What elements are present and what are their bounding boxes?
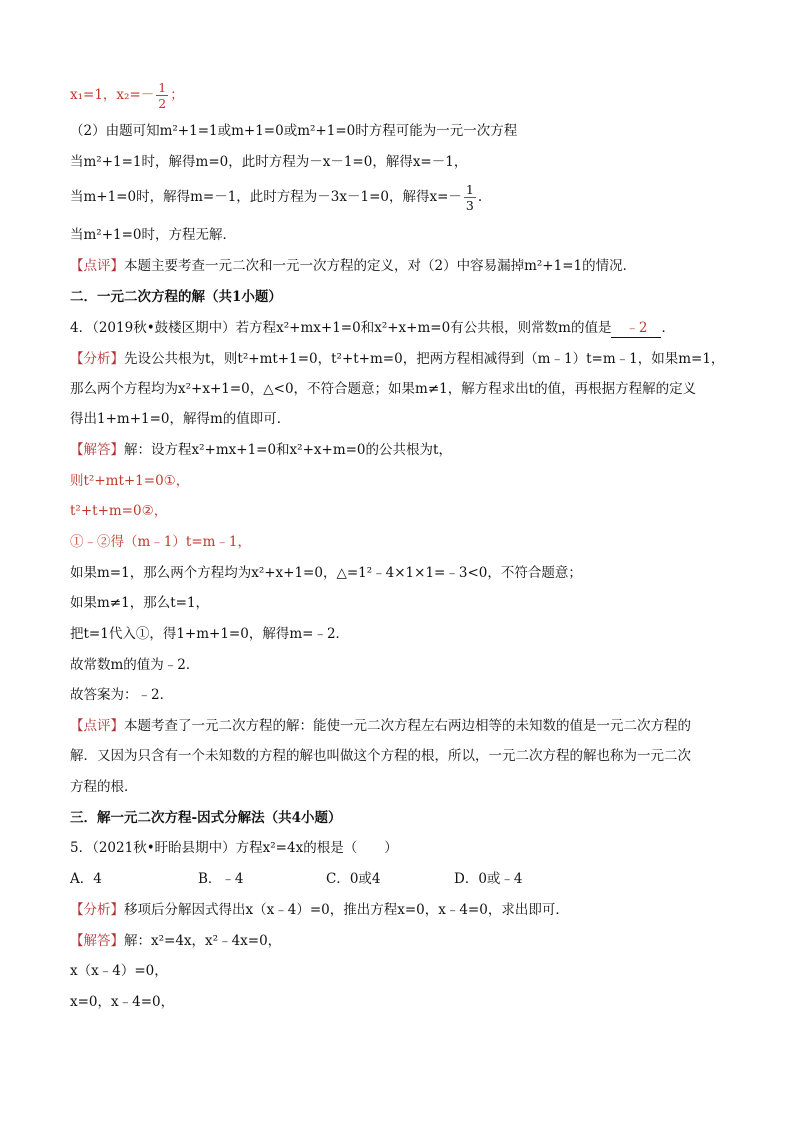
fraction-numerator: 1 xyxy=(158,80,167,95)
analysis-tag: 【分析】 xyxy=(70,351,124,367)
fraction-denominator: 2 xyxy=(158,96,167,111)
answer-tag: 【解答】 xyxy=(70,442,124,458)
q3-roots-fraction xyxy=(156,80,168,111)
q4-analysis-l1 xyxy=(70,350,724,368)
q4-stem xyxy=(70,319,675,338)
q3-case3: 当m²+1=0时，方程无解． xyxy=(70,227,237,243)
q4-answer-l4: ①﹣②得（m﹣1）t=m﹣1， xyxy=(70,534,252,550)
answer-text: 解：设方程x²+mx+1=0和x²+x+m=0的公共根为t， xyxy=(124,442,452,458)
q5-option-c: C．0或4 xyxy=(326,871,381,887)
q4-stem-tail: ． xyxy=(661,320,675,336)
q4-analysis-l3: 得出1+m+1=0，解得m的值即可． xyxy=(70,411,291,427)
q5-analysis xyxy=(70,901,569,919)
q5-option-d: D．0或﹣4 xyxy=(454,871,523,887)
q5-stem: 5．（2021秋•盱眙县期中）方程x²=4x的根是（ ） xyxy=(70,840,398,856)
q4-answer-l2: 则t²+mt+1=0①， xyxy=(70,473,190,489)
q5-option-a: A．4 xyxy=(70,871,102,887)
q4-answer-l3: t²+t+m=0②， xyxy=(70,503,168,519)
q4-answer-l6: 如果m≠1，那么t=1， xyxy=(70,595,210,611)
q4-comment-l2: 解．又因为只含有一个未知数的方程的解也叫做这个方程的根，所以，一元二次方程的解也称为一元二次 xyxy=(70,748,691,764)
comment-text: 本题主要考查一元二次和一元一次方程的定义，对（2）中容易漏掉m²+1=1的情况． xyxy=(124,258,637,274)
analysis-text: 移项后分解因式得出x（x﹣4）=0，推出方程x=0，x﹣4=0，求出即可． xyxy=(124,902,569,918)
q4-analysis-l2: 那么两个方程均为x²+x+1=0，△<0，不符合题意；如果m≠1，解方程求出t的值，再根据方程解的定义 xyxy=(70,381,697,397)
q3-case2: 当m+1=0时，解得m=－1，此时方程为－3x－1=0，解得x=－ xyxy=(70,189,462,205)
q3-case1: 当m²+1=1时，解得m=0，此时方程为－x－1=0，解得x=－1， xyxy=(70,154,468,170)
q4-comment-l1 xyxy=(70,717,691,735)
analysis-text: 先设公共根为t，则t²+mt+1=0，t²+t+m=0，把两方程相减得到（m﹣1）t=m﹣1，如果m=1， xyxy=(124,351,725,367)
q4-answer-blank: ﹣2 xyxy=(611,319,661,338)
q3-part2: （2）由题可知m²+1=1或m+1=0或m²+1=0时方程可能为一元一次方程 xyxy=(70,123,518,139)
answer-tag: 【解答】 xyxy=(70,933,124,949)
q3-case2-line xyxy=(70,182,482,213)
q3-case2-tail: . xyxy=(477,189,483,205)
q5-answer-l3: x=0，x﹣4=0， xyxy=(70,994,175,1010)
fraction-denominator: 3 xyxy=(465,198,474,213)
q5-options xyxy=(70,870,582,888)
section3-heading: 三．解一元二次方程-因式分解法（共4小题） xyxy=(70,810,342,826)
q5-answer-l1 xyxy=(70,932,281,950)
q5-option-b: B．﹣4 xyxy=(198,871,244,887)
q4-answer-l1 xyxy=(70,441,452,459)
comment-text: 本题考查了一元二次方程的解：能使一元二次方程左右两边相等的未知数的值是一元二次方程的 xyxy=(124,718,691,734)
q4-answer-l7: 把t=1代入①，得1+m+1=0，解得m=﹣2． xyxy=(70,626,350,642)
analysis-tag: 【分析】 xyxy=(70,902,124,918)
section2-heading: 二．一元二次方程的解（共1小题） xyxy=(70,289,282,305)
q4-comment-l3: 方程的根． xyxy=(70,779,138,795)
comment-tag: 【点评】 xyxy=(70,718,124,734)
q3-roots: x₁=1，x₂=－ xyxy=(70,87,155,103)
q3-case2-fraction xyxy=(464,182,476,213)
fraction-numerator: 1 xyxy=(465,182,474,197)
q4-answer-l9: 故答案为：﹣2． xyxy=(70,687,174,703)
q5-answer-l2: x（x﹣4）=0， xyxy=(70,963,168,979)
q3-roots-line xyxy=(70,80,184,111)
q4-stem-text: 4．（2019秋•鼓楼区期中）若方程x²+mx+1=0和x²+x+m=0有公共根，则常数m的值是 xyxy=(70,320,612,336)
answer-text: 解：x²=4x，x²﹣4x=0， xyxy=(124,933,282,949)
q4-answer-l8: 故常数m的值为﹣2． xyxy=(70,657,200,673)
q3-comment xyxy=(70,257,636,275)
q4-answer-l5: 如果m=1，那么两个方程均为x²+x+1=0，△=1²﹣4×1×1=﹣3<0，不符合题意； xyxy=(70,565,582,581)
q3-roots-tail: ； xyxy=(170,87,184,103)
comment-tag: 【点评】 xyxy=(70,258,124,274)
